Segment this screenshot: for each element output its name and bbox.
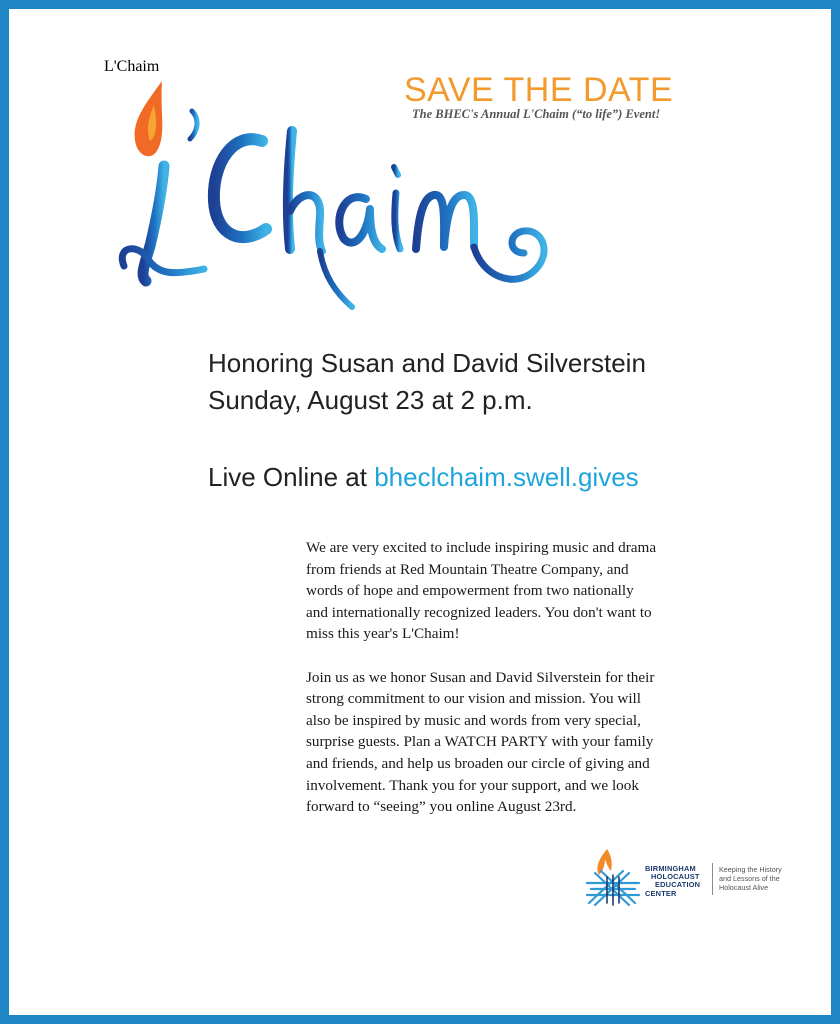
bhec-name-line: CENTER	[645, 888, 677, 898]
bhec-divider	[712, 863, 713, 895]
bhec-tagline-line: Keeping the History	[719, 865, 782, 874]
bhec-name-line: HOLOCAUST	[651, 872, 700, 882]
body-line: forward to “seeing” you online August 23rd.	[306, 798, 577, 816]
bhec-tagline	[719, 865, 782, 892]
body-line: surprise guests. Plan a WATCH PARTY with your family	[306, 733, 654, 751]
bhec-name-line: EDUCATION	[655, 880, 701, 890]
bhec-name-line: BIRMINGHAM	[645, 864, 696, 873]
body-line: We are very excited to include inspiring music and drama	[306, 539, 657, 556]
honorees-line: Honoring Susan and David Silverstein	[208, 348, 646, 378]
body-line: from friends at Red Mountain Theatre Company, and	[306, 560, 629, 578]
body-line: involvement. Thank you for your support, and we look	[306, 776, 639, 794]
bhec-tagline-line: Holocaust Alive	[719, 883, 769, 892]
body-line: Join us as we honor Susan and David Silverstein for their	[306, 668, 655, 686]
body-line: and friends, and help us broaden our circle of giving and	[306, 754, 650, 772]
logo-word: L'Chaim	[104, 58, 160, 75]
bhec-logo	[583, 845, 793, 909]
body-copy	[306, 537, 746, 818]
event-url-link[interactable]: bheclchaim.swell.gives	[374, 462, 639, 492]
event-date-line: Sunday, August 23 at 2 p.m.	[208, 385, 533, 415]
event-tagline: The BHEC's Annual L'Chaim (“to life”) Event!	[412, 107, 661, 121]
body-line: also be inspired by music and words from very special,	[306, 711, 641, 729]
body-line: strong commitment to our vision and mission. You will	[306, 690, 641, 708]
body-line: words of hope and empowerment from two nationally	[306, 582, 634, 600]
bhec-tagline-line: and Lessons of the	[719, 874, 780, 883]
body-line: and internationally recognized leaders. You don't want to	[306, 603, 652, 621]
flame-icon	[135, 81, 163, 156]
bhec-name	[645, 865, 700, 898]
live-online-line	[208, 459, 639, 496]
star-flame-icon	[583, 845, 643, 909]
save-the-date-heading: SAVE THE DATE	[404, 71, 674, 109]
body-line: miss this year's L'Chaim!	[306, 625, 460, 643]
event-details	[208, 345, 646, 419]
live-prefix: Live Online at	[208, 462, 375, 492]
